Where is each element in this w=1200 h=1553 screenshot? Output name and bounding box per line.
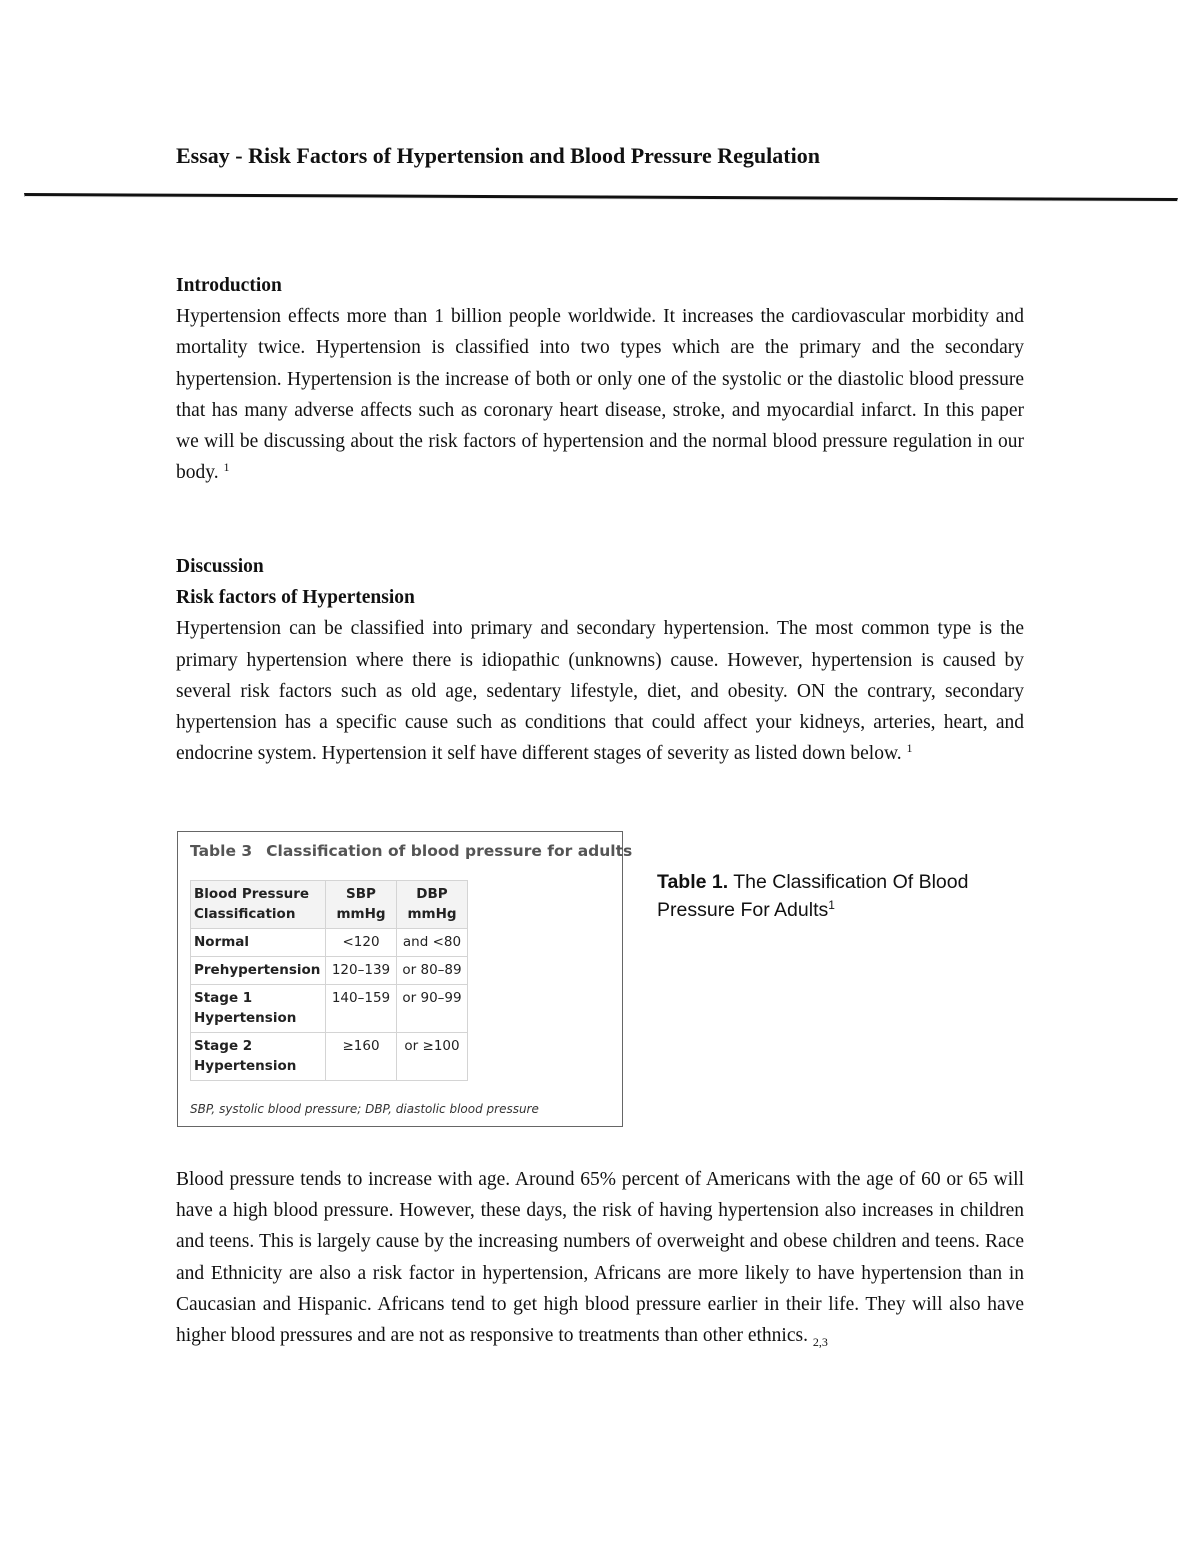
table-header-row <box>191 881 468 929</box>
figure-table-title: Classification of blood pressure for adults <box>266 842 633 860</box>
introduction-text: Hypertension effects more than 1 billion people worldwide. It increases the cardiovascular morbidity and mortality twice. Hypertension is classified into two types which are the primary and the secondary hypertension. Hypertension is the increase of both or only one of the systolic or the diastolic blood pressure that has many adverse affects such as coronary heart disease, stroke, and myocardial infarct. In this paper we will be discussing about the risk factors of hypertension and the normal blood pressure regulation in our body. <box>176 306 1024 484</box>
row-classification: Stage 1 Hypertension <box>191 985 326 1033</box>
figure-table-number: Table 3 <box>190 842 253 860</box>
row-dbp: or ≥100 <box>397 1033 468 1081</box>
introduction-section <box>176 270 1024 488</box>
row-sbp: ≥160 <box>326 1033 397 1081</box>
age-risk-paragraph <box>176 1164 1024 1351</box>
discussion-section <box>176 551 1024 769</box>
row-classification: Stage 2 Hypertension <box>191 1033 326 1081</box>
header-classification: Blood Pressure Classification <box>191 881 326 929</box>
table-row <box>191 985 468 1033</box>
title-divider <box>24 193 1178 202</box>
row-dbp: and <80 <box>397 929 468 957</box>
introduction-heading: Introduction <box>176 275 282 296</box>
introduction-citation: 1 <box>223 460 230 475</box>
discussion-heading: Discussion <box>176 556 264 577</box>
row-classification: Prehypertension <box>191 957 326 985</box>
figure-footnote: SBP, systolic blood pressure; DBP, diastolic blood pressure <box>190 1102 539 1116</box>
row-sbp: 120–139 <box>326 957 397 985</box>
document-title: Essay - Risk Factors of Hypertension and Blood Pressure Regulation <box>176 143 820 168</box>
discussion-paragraph <box>176 613 1024 769</box>
row-dbp: or 90–99 <box>397 985 468 1033</box>
bp-classification-figure <box>177 831 633 1127</box>
table-row <box>191 929 468 957</box>
age-risk-text: Blood pressure tends to increase with age. Around 65% percent of Americans with the age of 60 or 65 will have a high blood pressure. However, these days, the risk of having hypertension also increases in children and teens. This is largely cause by the increasing numbers of overweight and obese children and teens. Race and Ethnicity are also a risk factor in hypertension, Africans are more likely to have hypertension than in Caucasian and Hispanic. Africans tend to get high blood pressure earlier in their life. They will also have higher blood pressures and are not as responsive to treatments than other ethnics. <box>176 1169 1024 1347</box>
age-risk-section <box>176 1164 1024 1351</box>
row-classification: Normal <box>191 929 326 957</box>
caption-text: The Classification Of Blood Pressure For Adults <box>657 871 969 921</box>
age-risk-citation: 2,3 <box>812 1335 828 1350</box>
header-sbp: SBP mmHg <box>326 881 397 929</box>
discussion-text: Hypertension can be classified into primary and secondary hypertension. The most common type is the primary hypertension where there is idiopathic (unknowns) cause. However, hypertension is caused by several risk factors such as old age, sedentary lifestyle, diet, and obesity. ON the contrary, secondary hypertension has a specific cause such as conditions that could affect your kidneys, arteries, heart, and endocrine system. Hypertension it self have different stages of severity as listed down below. <box>176 618 1024 765</box>
caption-label: Table 1. <box>657 871 729 893</box>
risk-factors-subheading: Risk factors of Hypertension <box>176 587 415 609</box>
figure-title <box>190 842 632 860</box>
table-row <box>191 957 468 985</box>
table-caption <box>657 868 1017 924</box>
header-dbp: DBP mmHg <box>397 881 468 929</box>
introduction-paragraph <box>176 301 1024 488</box>
table-row <box>191 1033 468 1081</box>
discussion-citation: 1 <box>906 741 913 756</box>
row-sbp: <120 <box>326 929 397 957</box>
row-dbp: or 80–89 <box>397 957 468 985</box>
caption-citation: 1 <box>828 898 835 912</box>
row-sbp: 140–159 <box>326 985 397 1033</box>
bp-classification-table <box>190 880 468 1081</box>
